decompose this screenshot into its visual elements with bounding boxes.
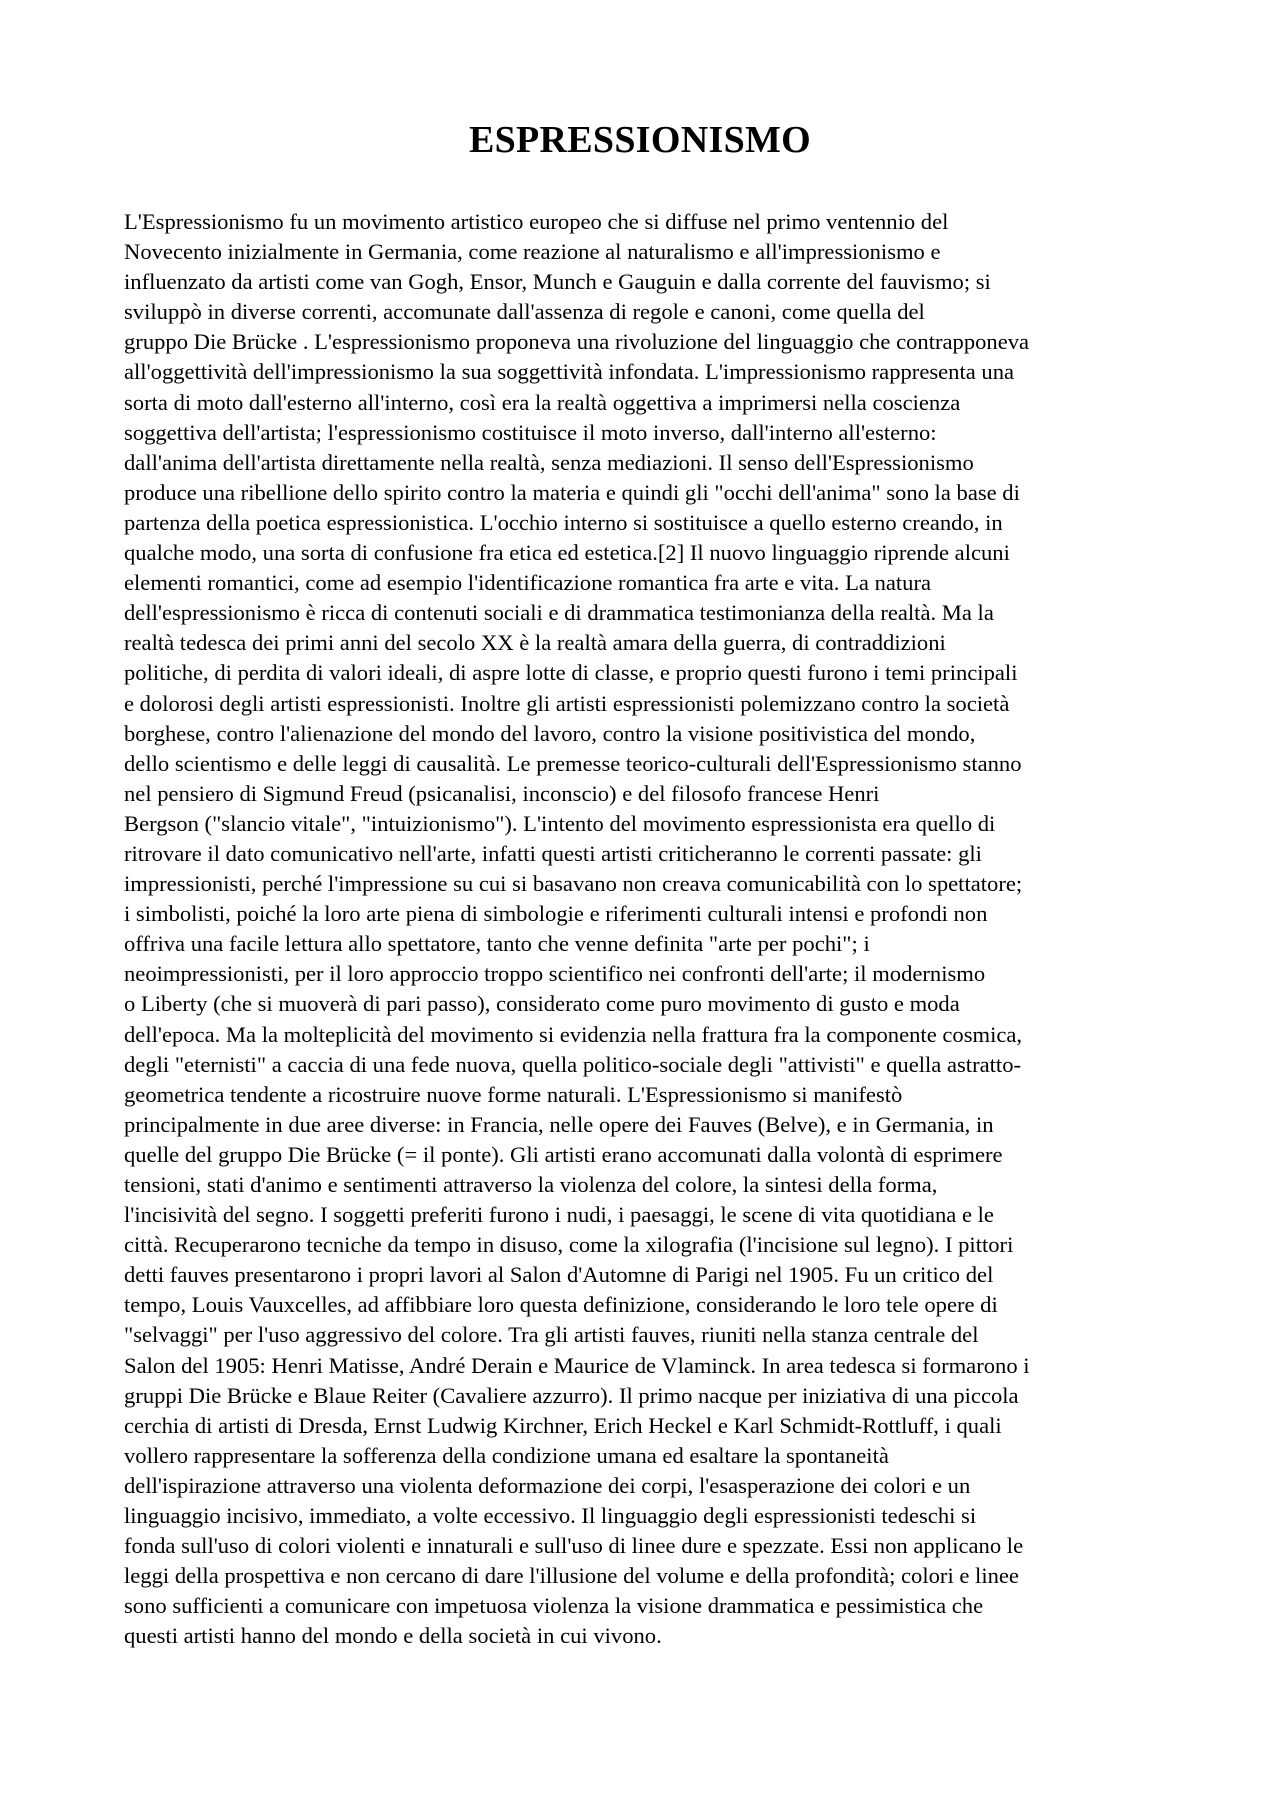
body-line: gruppo Die Brücke . L'espressionismo proponeva una rivoluzione del linguaggio che contrapponeva: [124, 329, 1030, 355]
body-line: dello scientismo e delle leggi di causalità. Le premesse teorico-culturali dell'Espressionismo stanno: [124, 750, 1022, 776]
body-line: Bergson ("slancio vitale", "intuizionismo"). L'intento del movimento espressionista era quello di: [124, 810, 996, 836]
body-line: detti fauves presentarono i propri lavori al Salon d'Automne di Parigi nel 1905. Fu un critico del: [124, 1262, 994, 1288]
body-line: degli "eternisti" a caccia di una fede nuova, quella politico-sociale degli "attivisti" e quella astratto-: [124, 1051, 1022, 1077]
body-line: sorta di moto dall'esterno all'interno, così era la realtà oggettiva a imprimersi nella coscienza: [124, 389, 961, 415]
body-line: e dolorosi degli artisti espressionisti. Inoltre gli artisti espressionisti polemizzano contro la società: [124, 690, 1010, 716]
body-line: influenzato da artisti come van Gogh, Ensor, Munch e Gauguin e dalla corrente del fauvismo; si: [124, 269, 991, 295]
body-line: partenza della poetica espressionistica. L'occhio interno si sostituisce a quello esterno creando, in: [124, 509, 1003, 535]
body-line: quelle del gruppo Die Brücke (= il ponte). Gli artisti erano accomunati dalla volontà di esprimere: [124, 1141, 1003, 1167]
body-line: città. Recuperarono tecniche da tempo in disuso, come la xilografia (l'incisione sul legno). I pittori: [124, 1232, 1014, 1258]
body-line: fonda sull'uso di colori violenti e innaturali e sull'uso di linee dure e spezzate. Essi non applicano le: [124, 1533, 1024, 1559]
body-line: Salon del 1905: Henri Matisse, André Derain e Maurice de Vlaminck. In area tedesca si formarono i: [124, 1352, 1030, 1378]
body-line: impressionisti, perché l'impressione su cui si basavano non creava comunicabilità con lo spettatore;: [124, 871, 1023, 897]
body-line: dell'ispirazione attraverso una violenta deformazione dei corpi, l'esasperazione dei colori e un: [124, 1472, 971, 1498]
body-line: tempo, Louis Vauxcelles, ad affibbiare loro questa definizione, considerando le loro tele opere di: [124, 1292, 998, 1318]
body-line: sviluppò in diverse correnti, accomunate dall'assenza di regole e canoni, come quella del: [124, 299, 925, 325]
body-line: all'oggettività dell'impressionismo la sua soggettività infondata. L'impressionismo rappresenta una: [124, 359, 1015, 385]
body-line: Novecento inizialmente in Germania, come reazione al naturalismo e all'impressionismo e: [124, 239, 941, 265]
body-line: o Liberty (che si muoverà di pari passo), considerato come puro movimento di gusto e moda: [124, 991, 960, 1017]
body-line: i simbolisti, poiché la loro arte piena di simbologie e riferimenti culturali intensi e profondi non: [124, 901, 988, 927]
body-line: qualche modo, una sorta di confusione fra etica ed estetica.[2] Il nuovo linguaggio riprende alcuni: [124, 540, 1010, 566]
document-body: [124, 207, 1164, 1652]
body-line: elementi romantici, come ad esempio l'identificazione romantica fra arte e vita. La natura: [124, 570, 932, 596]
body-line: neoimpressionisti, per il loro approccio troppo scientifico nei confronti dell'arte; il modernismo: [124, 961, 986, 987]
body-line: cerchia di artisti di Dresda, Ernst Ludwig Kirchner, Erich Heckel e Karl Schmidt-Rottluff, i quali: [124, 1412, 1002, 1438]
body-line: l'incisività del segno. I soggetti preferiti furono i nudi, i paesaggi, le scene di vita quotidiana e le: [124, 1202, 994, 1228]
body-line: offriva una facile lettura allo spettatore, tanto che venne definita "arte per pochi"; i: [124, 931, 870, 957]
body-line: leggi della prospettiva e non cercano di dare l'illusione del volume e della profondità; colori e linee: [124, 1563, 1019, 1589]
body-line: sono sufficienti a comunicare con impetuosa violenza la visione drammatica e pessimistica che: [124, 1593, 984, 1619]
body-line: linguaggio incisivo, immediato, a volte eccessivo. Il linguaggio degli espressionisti tedeschi si: [124, 1503, 977, 1529]
body-line: nel pensiero di Sigmund Freud (psicanalisi, inconscio) e del filosofo francese Henri: [124, 780, 880, 806]
body-line: politiche, di perdita di valori ideali, di aspre lotte di classe, e proprio questi furono i temi principali: [124, 660, 1018, 686]
body-line: questi artisti hanno del mondo e della società in cui vivono.: [124, 1623, 662, 1649]
body-line: realtà tedesca dei primi anni del secolo XX è la realtà amara della guerra, di contraddizioni: [124, 630, 946, 656]
body-line: dall'anima dell'artista direttamente nella realtà, senza mediazioni. Il senso dell'Espressionismo: [124, 449, 974, 475]
body-line: borghese, contro l'alienazione del mondo del lavoro, contro la visione positivistica del mondo,: [124, 720, 976, 746]
body-line: geometrica tendente a ricostruire nuove forme naturali. L'Espressionismo si manifestò: [124, 1081, 903, 1107]
body-line: vollero rappresentare la sofferenza della condizione umana ed esaltare la spontaneità: [124, 1442, 889, 1468]
body-line: L'Espressionismo fu un movimento artistico europeo che si diffuse nel primo ventennio del: [124, 209, 949, 234]
body-line: principalmente in due aree diverse: in Francia, nelle opere dei Fauves (Belve), e in Germania, in: [124, 1111, 994, 1137]
body-line: ritrovare il dato comunicativo nell'arte, infatti questi artisti criticheranno le correnti passate: gli: [124, 840, 982, 866]
body-line: soggettiva dell'artista; l'espressionismo costituisce il moto inverso, dall'interno all'esterno:: [124, 419, 937, 445]
body-line: dell'espressionismo è ricca di contenuti sociali e di drammatica testimonianza della realtà. Ma la: [124, 600, 994, 626]
document-title: ESPRESSIONISMO: [468, 119, 812, 161]
body-line: tensioni, stati d'animo e sentimenti attraverso la violenza del colore, la sintesi della forma,: [124, 1172, 938, 1197]
body-line: produce una ribellione dello spirito contro la materia e quindi gli "occhi dell'anima" sono la base di: [124, 479, 1020, 505]
body-line: dell'epoca. Ma la molteplicità del movimento si evidenzia nella frattura fra la componente cosmica,: [124, 1021, 1023, 1047]
body-line: gruppi Die Brücke e Blaue Reiter (Cavaliere azzurro). Il primo nacque per iniziativa di una piccola: [124, 1382, 1019, 1408]
body-line: "selvaggi" per l'uso aggressivo del colore. Tra gli artisti fauves, riuniti nella stanza centrale del: [124, 1322, 979, 1348]
